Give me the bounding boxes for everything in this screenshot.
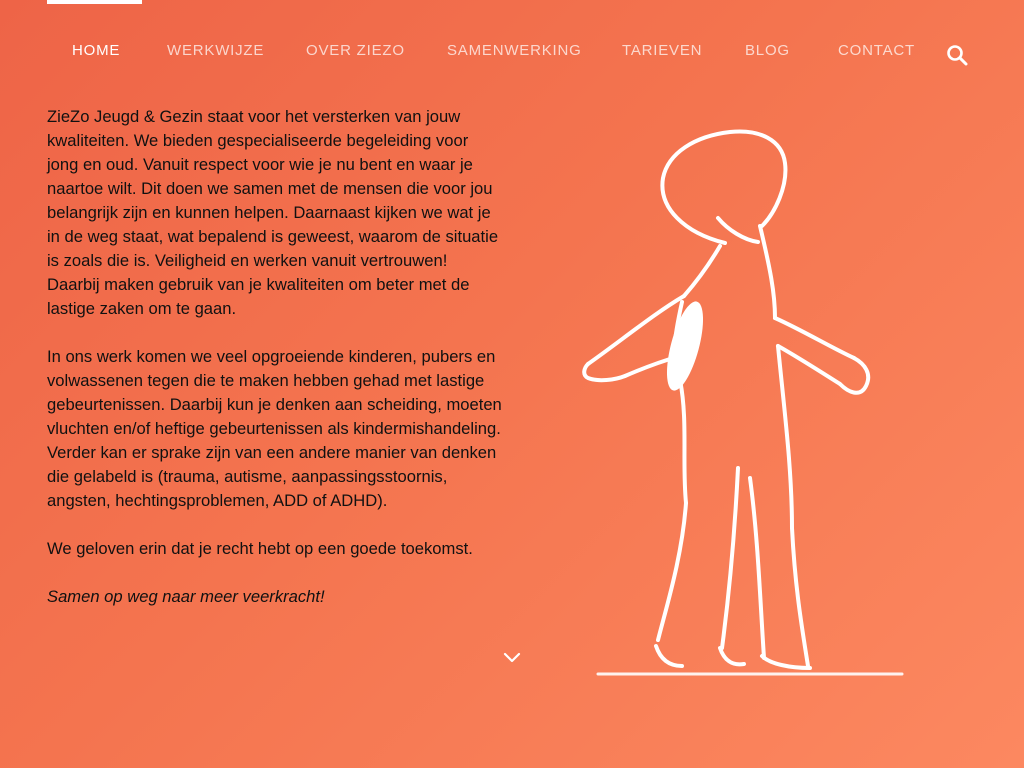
tagline: Samen op weg naar meer veerkracht! <box>47 587 325 606</box>
nav-item-werkwijze[interactable]: WERKWIJZE <box>167 42 265 59</box>
intro-paragraph-3: We geloven erin dat je recht hebt op een goede toekomst. <box>47 539 473 558</box>
person-line-drawing <box>570 118 915 688</box>
nav-item-home[interactable]: HOME <box>72 42 121 59</box>
intro-paragraph-2: In ons werk komen we veel opgroeiende kinderen, pubers en volwassenen tegen die te maken hebben gehad met lastige gebeurtenissen. Daarbij kun je denken aan scheiding, moeten vluchten en/of heftige gebeurtenissen als kindermishandeling. Verder kan er sprake zijn van een andere manier van denken die gelabeld is (trauma, autisme, aanpassingsstoornis, angsten, hechtingsproblemen, ADD of ADHD). <box>47 347 502 510</box>
intro-text <box>47 105 502 633</box>
scroll-down-button[interactable] <box>502 650 522 664</box>
nav-item-blog[interactable]: BLOG <box>745 42 790 59</box>
nav-item-contact[interactable]: CONTACT <box>838 42 915 59</box>
chevron-down-icon <box>502 650 522 664</box>
main-navigation <box>72 42 972 64</box>
intro-paragraph-1: ZieZo Jeugd & Gezin staat voor het versterken van jouw kwaliteiten. We bieden gespecialiseerde begeleiding voor jong en oud. Vanuit respect voor wie je nu bent en waar je naartoe wilt. Dit doen we samen met de mensen die voor jou belangrijk zijn en kunnen helpen. Daarnaast kijken we wat je in de weg staat, wat bepalend is geweest, waarom de situatie is zoals die is. Veiligheid en werken vanuit vertrouwen! Daarbij maken gebruik van je kwaliteiten om beter met de lastige zaken om te gaan. <box>47 107 499 318</box>
search-button[interactable] <box>946 44 968 66</box>
logo-bar[interactable] <box>47 0 142 4</box>
search-icon <box>946 44 968 66</box>
nav-item-samenwerking[interactable]: SAMENWERKING <box>447 42 582 59</box>
nav-item-over-ziezo[interactable]: OVER ZIEZO <box>306 42 405 59</box>
nav-item-tarieven[interactable]: TARIEVEN <box>622 42 703 59</box>
